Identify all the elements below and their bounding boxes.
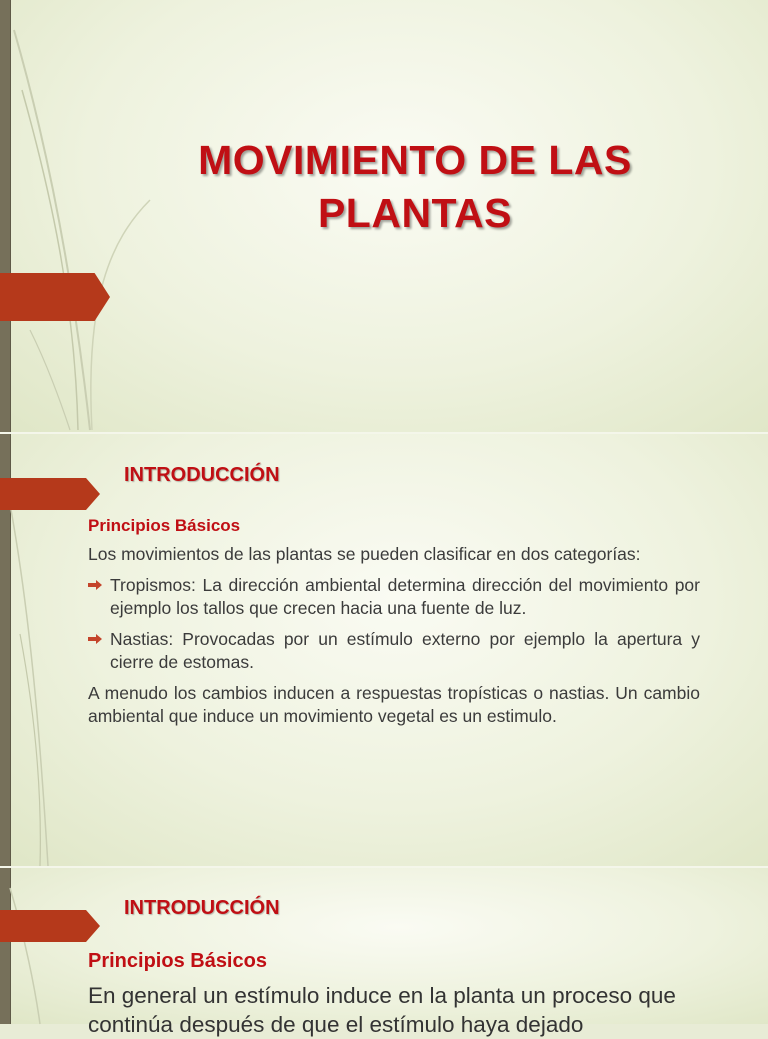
bullet-text: Tropismos: La dirección ambiental determina dirección del movimiento por ejemplo los tallos que crecen hacia una fuente de luz. (110, 575, 700, 618)
section-heading: INTRODUCCIÓN (124, 897, 280, 919)
slide-introduction (0, 434, 768, 866)
section-heading: INTRODUCCIÓN (124, 464, 280, 486)
slide-content (88, 950, 700, 1039)
slide-left-bar (0, 0, 11, 432)
arrow-right-icon (88, 580, 102, 590)
list-item (88, 628, 700, 674)
arrow-right-icon (88, 634, 102, 644)
bullet-text: Nastias: Provocadas por un estímulo externo por ejemplo la apertura y cierre de estomas. (110, 629, 700, 672)
slide-left-bar (0, 868, 11, 1024)
slide-accent-tab (0, 910, 100, 942)
slide-introduction-2 (0, 868, 768, 1037)
subheading: Principios Básicos (88, 516, 241, 535)
closing-paragraph: A menudo los cambios inducen a respuestas tropísticas o nastias. Un cambio ambiental que induce un movimiento vegetal es un estimulo. (88, 683, 700, 726)
list-item (88, 574, 700, 620)
presentation-title: MOVIMIENTO DE LAS PLANTAS (198, 137, 632, 236)
slide-accent-tab (0, 478, 100, 510)
subheading: Principios Básicos (88, 950, 267, 972)
slide-title (0, 0, 768, 432)
slide-content (88, 514, 700, 736)
intro-paragraph: Los movimientos de las plantas se pueden clasificar en dos categorías: (88, 544, 641, 564)
body-paragraph: En general un estímulo induce en la planta un proceso que continúa después de que el estímulo haya dejado (88, 983, 676, 1037)
slide-accent-tab (0, 273, 110, 321)
bullet-list (88, 574, 700, 674)
